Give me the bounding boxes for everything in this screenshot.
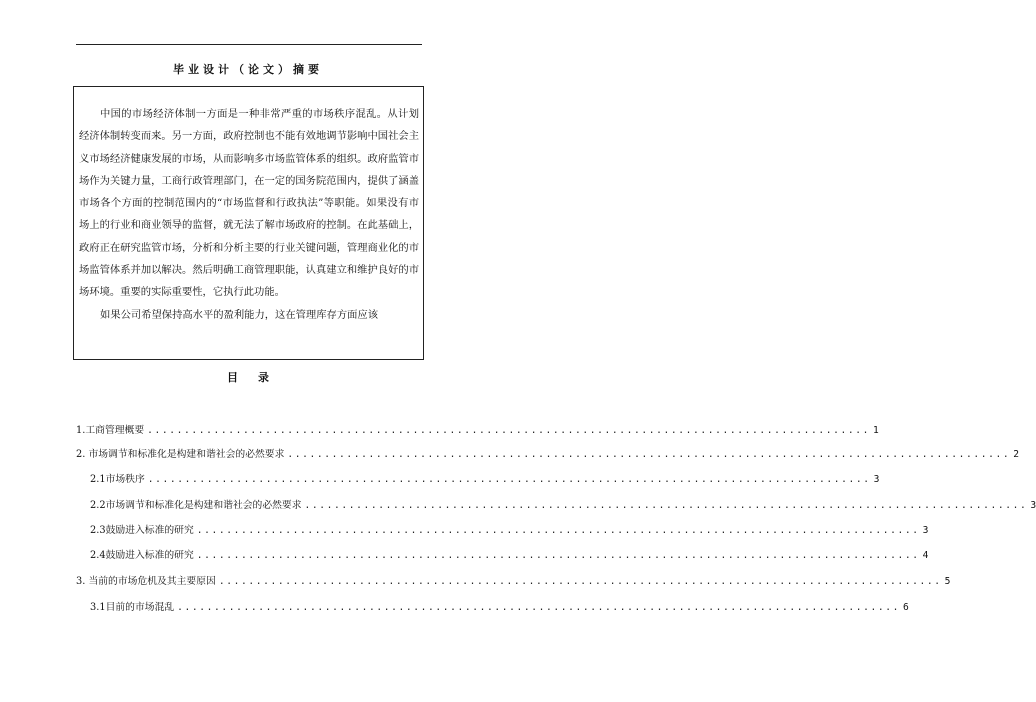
toc-entry-label: 2.4鼓励进入标准的研究 <box>90 550 194 561</box>
toc-entry-label: 1.工商管理概要 <box>76 425 145 436</box>
toc-entry-page: 4 <box>922 550 929 561</box>
toc-leader: .................................................................................................. <box>177 602 901 613</box>
toc-entry[interactable] <box>76 422 879 436</box>
toc-leader: .................................................................................................. <box>287 449 1011 460</box>
toc-entry-label: 3. 当前的市场危机及其主要原因 <box>76 576 216 587</box>
toc-entry[interactable] <box>90 599 909 613</box>
toc-entry-label: 2.2市场调节和标准化是构建和谐社会的必然要求 <box>90 500 302 511</box>
abstract-paragraph-1: 中国的市场经济体制一方面是一种非常严重的市场秩序混乱。从计划经济体制转变而来。另一方面，政府控制也不能有效地调节影响中国社会主义市场经济健康发展的市场，从而影响多市场监管体系的组织。政府监管市场作为关键力量，工商行政管理部门，在一定的国务院范围内，提供了涵盖市场各个方面的控制范围内的“市场监督和行政执法”等职能。如果没有市场上的行业和商业领导的监督，就无法了解市场政府的控制。在此基础上，政府正在研究监管市场，分析和分析主要的行业关键问题，管理商业化的市场监管体系并加以解决。然后明确工商管理职能，认真建立和维护良好的市场环境。重要的实际重要性，它执行此功能。 <box>79 108 419 299</box>
toc-entry[interactable] <box>76 573 951 587</box>
toc-entry-page: 5 <box>944 576 951 587</box>
toc-entry[interactable] <box>90 522 929 536</box>
toc-leader: .................................................................................................. <box>147 474 871 485</box>
toc-entry-label: 2.3鼓励进入标准的研究 <box>90 525 194 536</box>
toc-leader: .................................................................................................. <box>196 550 920 561</box>
toc-entry-label: 2. 市场调节和标准化是构建和谐社会的必然要求 <box>76 449 285 460</box>
header-rule <box>76 44 422 45</box>
toc-leader: .................................................................................................. <box>196 525 920 536</box>
abstract-title: 毕业设计（论文）摘要 <box>173 63 323 76</box>
toc-entry-label: 2.1市场秩序 <box>90 474 145 485</box>
abstract-paragraph-2: 如果公司希望保持高水平的盈利能力，这在管理库存方面应该 <box>100 308 379 321</box>
toc-entry-page: 3 <box>922 525 929 536</box>
abstract-body <box>79 103 419 326</box>
toc-title: 目录 <box>227 371 289 384</box>
toc-entry[interactable] <box>90 471 880 485</box>
toc-entry[interactable] <box>90 547 929 561</box>
toc-entry-page: 2 <box>1013 449 1020 460</box>
toc-entry-page: 3 <box>1030 500 1036 511</box>
toc-entry-page: 1 <box>872 425 879 436</box>
toc-leader: .................................................................................................. <box>218 576 942 587</box>
toc-entry[interactable] <box>76 446 1020 460</box>
toc-entry-page: 6 <box>903 602 909 613</box>
toc-entry[interactable] <box>90 497 1036 511</box>
toc-entry-label: 3.1目前的市场混乱 <box>90 602 175 613</box>
toc-entry-page: 3 <box>873 474 880 485</box>
toc-leader: .................................................................................................. <box>147 425 870 436</box>
toc-leader: .................................................................................................. <box>304 500 1028 511</box>
abstract-box <box>73 86 424 360</box>
